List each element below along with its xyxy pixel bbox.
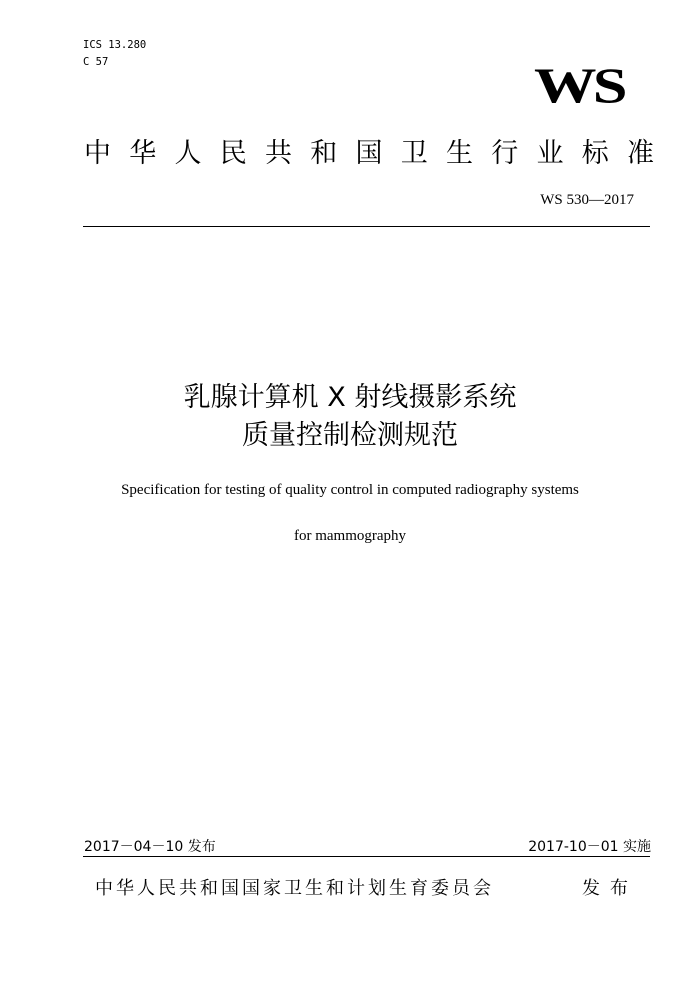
- standard-category-char: 业: [536, 138, 564, 169]
- issue-date: 2017－04－10 发布: [84, 839, 216, 855]
- standard-category-char: 标: [581, 138, 609, 169]
- chinese-title-line-1: 乳腺计算机 X 射线摄影系统: [183, 382, 517, 413]
- standard-category-char: 民: [219, 138, 247, 169]
- standard-category-char: 和: [310, 138, 338, 169]
- standard-category-char: 生: [446, 138, 473, 169]
- issuing-authority: 中华人民共和国国家卫生和计划生育委员会: [95, 878, 494, 899]
- standard-category-char: 卫: [400, 138, 428, 169]
- standard-category-char: 准: [627, 138, 654, 169]
- english-title-line-1: Specification for testing of quality control in computed radiography systems: [121, 482, 579, 498]
- standard-category-char: 共: [265, 138, 292, 169]
- standard-category-char: 华: [129, 138, 157, 169]
- chinese-title-line-2: 质量控制检测规范: [242, 420, 458, 451]
- footer-divider: [83, 856, 650, 857]
- standard-category-char: 人: [174, 138, 202, 169]
- standard-number: WS 530—2017: [540, 192, 634, 208]
- ws-logo: WS: [534, 57, 624, 113]
- standard-category-char: 行: [491, 138, 519, 169]
- standard-category-char: 中: [84, 138, 111, 169]
- ccs-code: C 57: [83, 56, 109, 68]
- english-title-line-2: for mammography: [293, 528, 407, 544]
- standard-category-char: 国: [355, 138, 383, 169]
- issue-label: 发布: [582, 878, 638, 899]
- ics-code: ICS 13.280: [83, 39, 147, 51]
- standard-category-title: [84, 136, 654, 172]
- header-divider: [83, 226, 650, 227]
- implementation-date: 2017-10－01 实施: [528, 839, 651, 855]
